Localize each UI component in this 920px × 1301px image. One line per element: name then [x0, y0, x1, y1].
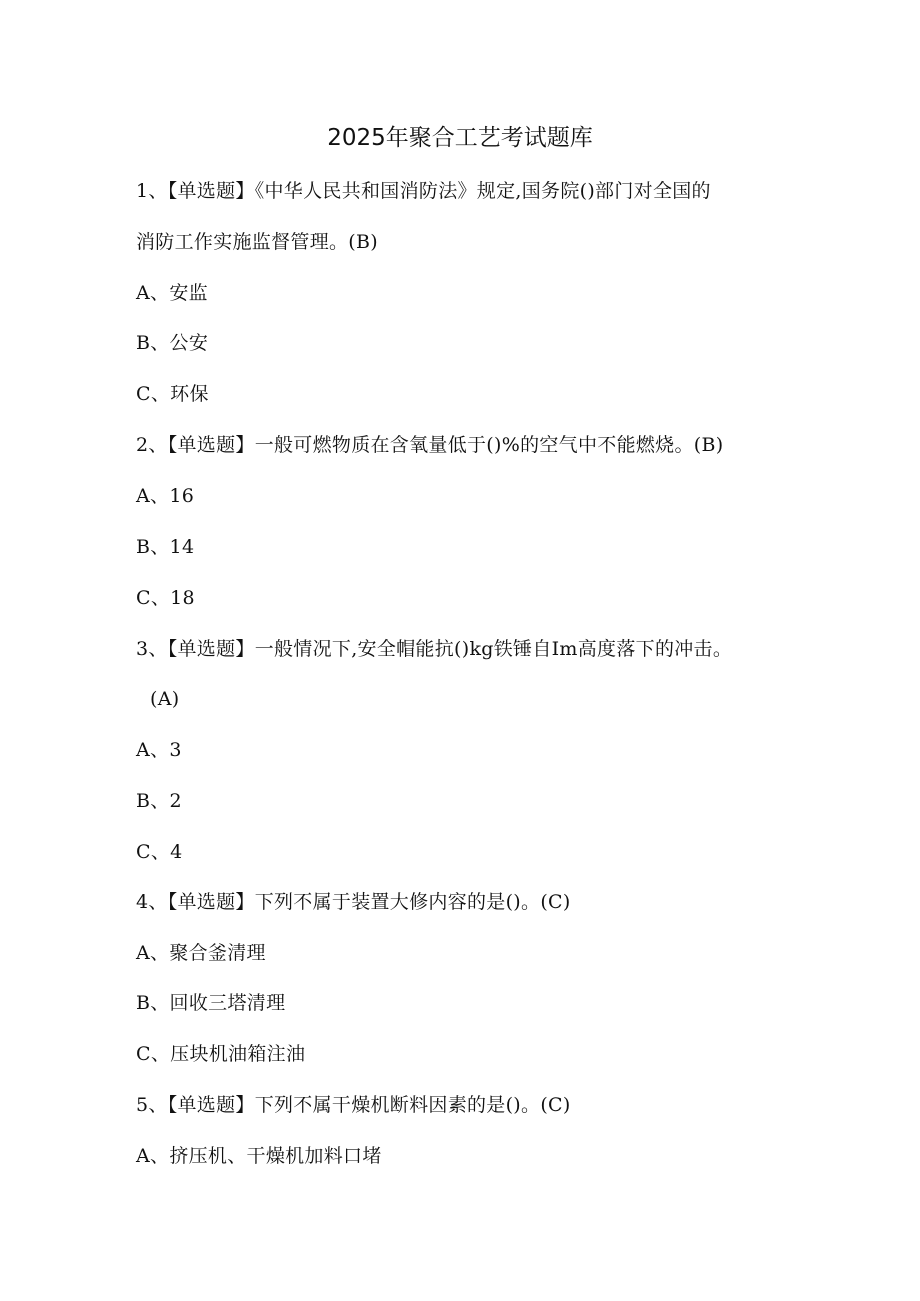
- question-5-option-a: A、挤压机、干燥机加料口堵: [136, 1145, 382, 1167]
- question-2-option-a: A、16: [136, 485, 195, 507]
- question-5-stem: 5、【单选题】下列不属干燥机断料因素的是()。(C): [136, 1094, 571, 1116]
- question-4-option-b: B、回收三塔清理: [136, 992, 286, 1014]
- question-1-option-b: B、公安: [136, 332, 209, 354]
- question-1-option-a: A、安监: [136, 282, 208, 304]
- question-2-option-b: B、14: [136, 536, 195, 558]
- question-3-option-b: B、2: [136, 790, 182, 812]
- question-3-answer: (A): [150, 688, 180, 710]
- question-1-option-c: C、环保: [136, 383, 209, 405]
- question-3-option-a: A、3: [136, 739, 182, 761]
- question-2-option-c: C、18: [136, 587, 195, 609]
- document-title: 2025年聚合工艺考试题库: [327, 125, 593, 151]
- question-4-option-c: C、压块机油箱注油: [136, 1043, 306, 1065]
- question-4-stem: 4、【单选题】下列不属于装置大修内容的是()。(C): [136, 891, 571, 913]
- question-4-option-a: A、聚合釜清理: [136, 942, 266, 964]
- question-1-stem-line-2: 消防工作实施监督管理。(B): [136, 231, 378, 253]
- question-1-stem-line-1: 1、【单选题】《中华人民共和国消防法》规定,国务院()部门对全国的: [136, 180, 711, 202]
- question-3-stem-line-1: 3、【单选题】一般情况下,安全帽能抗()kg铁锤自Im高度落下的冲击。: [136, 638, 733, 660]
- question-2-stem: 2、【单选题】一般可燃物质在含氧量低于()%的空气中不能燃烧。(B): [136, 434, 724, 456]
- question-3-option-c: C、4: [136, 841, 183, 863]
